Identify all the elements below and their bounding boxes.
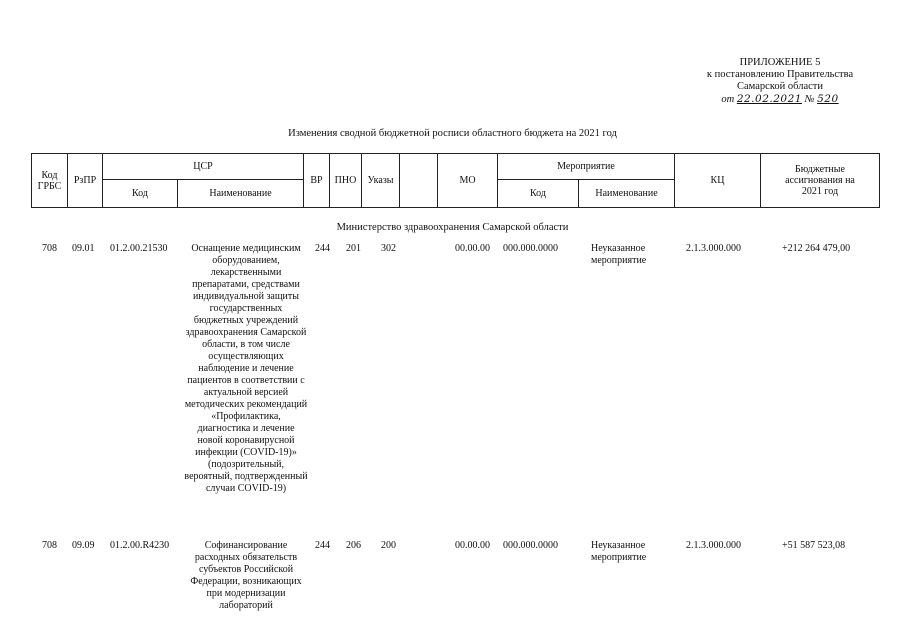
cell-grbs: 708 <box>42 243 57 254</box>
date-prefix: от <box>721 94 735 105</box>
cell-amount: +212 264 479,00 <box>782 243 851 254</box>
cell-ukazy: 200 <box>381 540 396 551</box>
cell-csr: 01.2.00.21530 <box>110 243 168 254</box>
appendix-line-2: к постановлению Правительства <box>706 69 854 80</box>
header-kod-grbs: Код ГРБС <box>32 154 68 208</box>
header-vr: ВР <box>304 154 330 208</box>
cell-kc: 2.1.3.000.000 <box>686 540 741 551</box>
cell-mo: 00.00.00 <box>455 540 490 551</box>
cell-vr: 244 <box>315 540 330 551</box>
header-ukazy: Указы <box>362 154 400 208</box>
cell-mer-kod: 000.000.0000 <box>503 540 558 551</box>
cell-vr: 244 <box>315 243 330 254</box>
cell-name: Оснащение медицинским оборудованием, лекарственными препаратами, средствами индивидуальной защиты государственных бюджетных учреждений здравоохранения Самарской области, в том числе осуществляющих наблюдение и лечение пациентов в соответствии с актуальной версией методических рекомендаций «Профилактика, диагностика и лечение новой коронавирусной инфекции (COVID-19)» (подозрительный, вероятный, подтвержденный случаи COVID-19) <box>184 243 308 494</box>
header-kc: КЦ <box>675 154 761 208</box>
cell-ukazy: 302 <box>381 243 396 254</box>
cell-kc: 2.1.3.000.000 <box>686 243 741 254</box>
document-title: Изменения сводной бюджетной росписи областного бюджета на 2021 год <box>288 128 617 139</box>
header-table <box>31 153 880 208</box>
header-empty <box>400 154 438 208</box>
header-budget: Бюджетные ассигнования на 2021 год <box>761 154 880 208</box>
cell-csr: 01.2.00.R4230 <box>110 540 170 551</box>
section-title: Министерство здравоохранения Самарской области <box>336 222 569 233</box>
cell-pno: 206 <box>346 540 361 551</box>
header-rzpr: РзПР <box>68 154 103 208</box>
header-mer-name: Наименование <box>579 180 675 208</box>
cell-pno: 201 <box>346 243 361 254</box>
cell-amount: +51 587 523,08 <box>782 540 846 551</box>
cell-name: Софинансирование расходных обязательств субъектов Российской Федерации, возникающих при модернизации лабораторий <box>190 540 302 611</box>
cell-mo: 00.00.00 <box>455 243 490 254</box>
number-prefix: № <box>804 94 815 105</box>
header-csr-name: Наименование <box>178 180 304 208</box>
number-value: 520 <box>817 93 839 105</box>
appendix-label: ПРИЛОЖЕНИЕ 5 <box>739 57 821 68</box>
header-pno: ПНО <box>330 154 362 208</box>
cell-rzpr: 09.01 <box>72 243 95 254</box>
appendix-line-3: Самарской области <box>737 81 823 92</box>
header-mo: МО <box>438 154 498 208</box>
header-csr-kod: Код <box>103 180 178 208</box>
cell-mer-name: Неуказанное мероприятие <box>591 540 647 563</box>
cell-rzpr: 09.09 <box>72 540 95 551</box>
appendix-block <box>660 57 900 106</box>
cell-grbs: 708 <box>42 540 57 551</box>
cell-mer-name: Неуказанное мероприятие <box>591 243 647 266</box>
header-meropriyatie: Мероприятие <box>498 154 675 180</box>
header-csr: ЦСР <box>103 154 304 180</box>
date-value: 22.02.2021 <box>736 93 802 105</box>
appendix-date-line <box>660 93 900 106</box>
cell-mer-kod: 000.000.0000 <box>503 243 558 254</box>
header-mer-kod: Код <box>498 180 579 208</box>
